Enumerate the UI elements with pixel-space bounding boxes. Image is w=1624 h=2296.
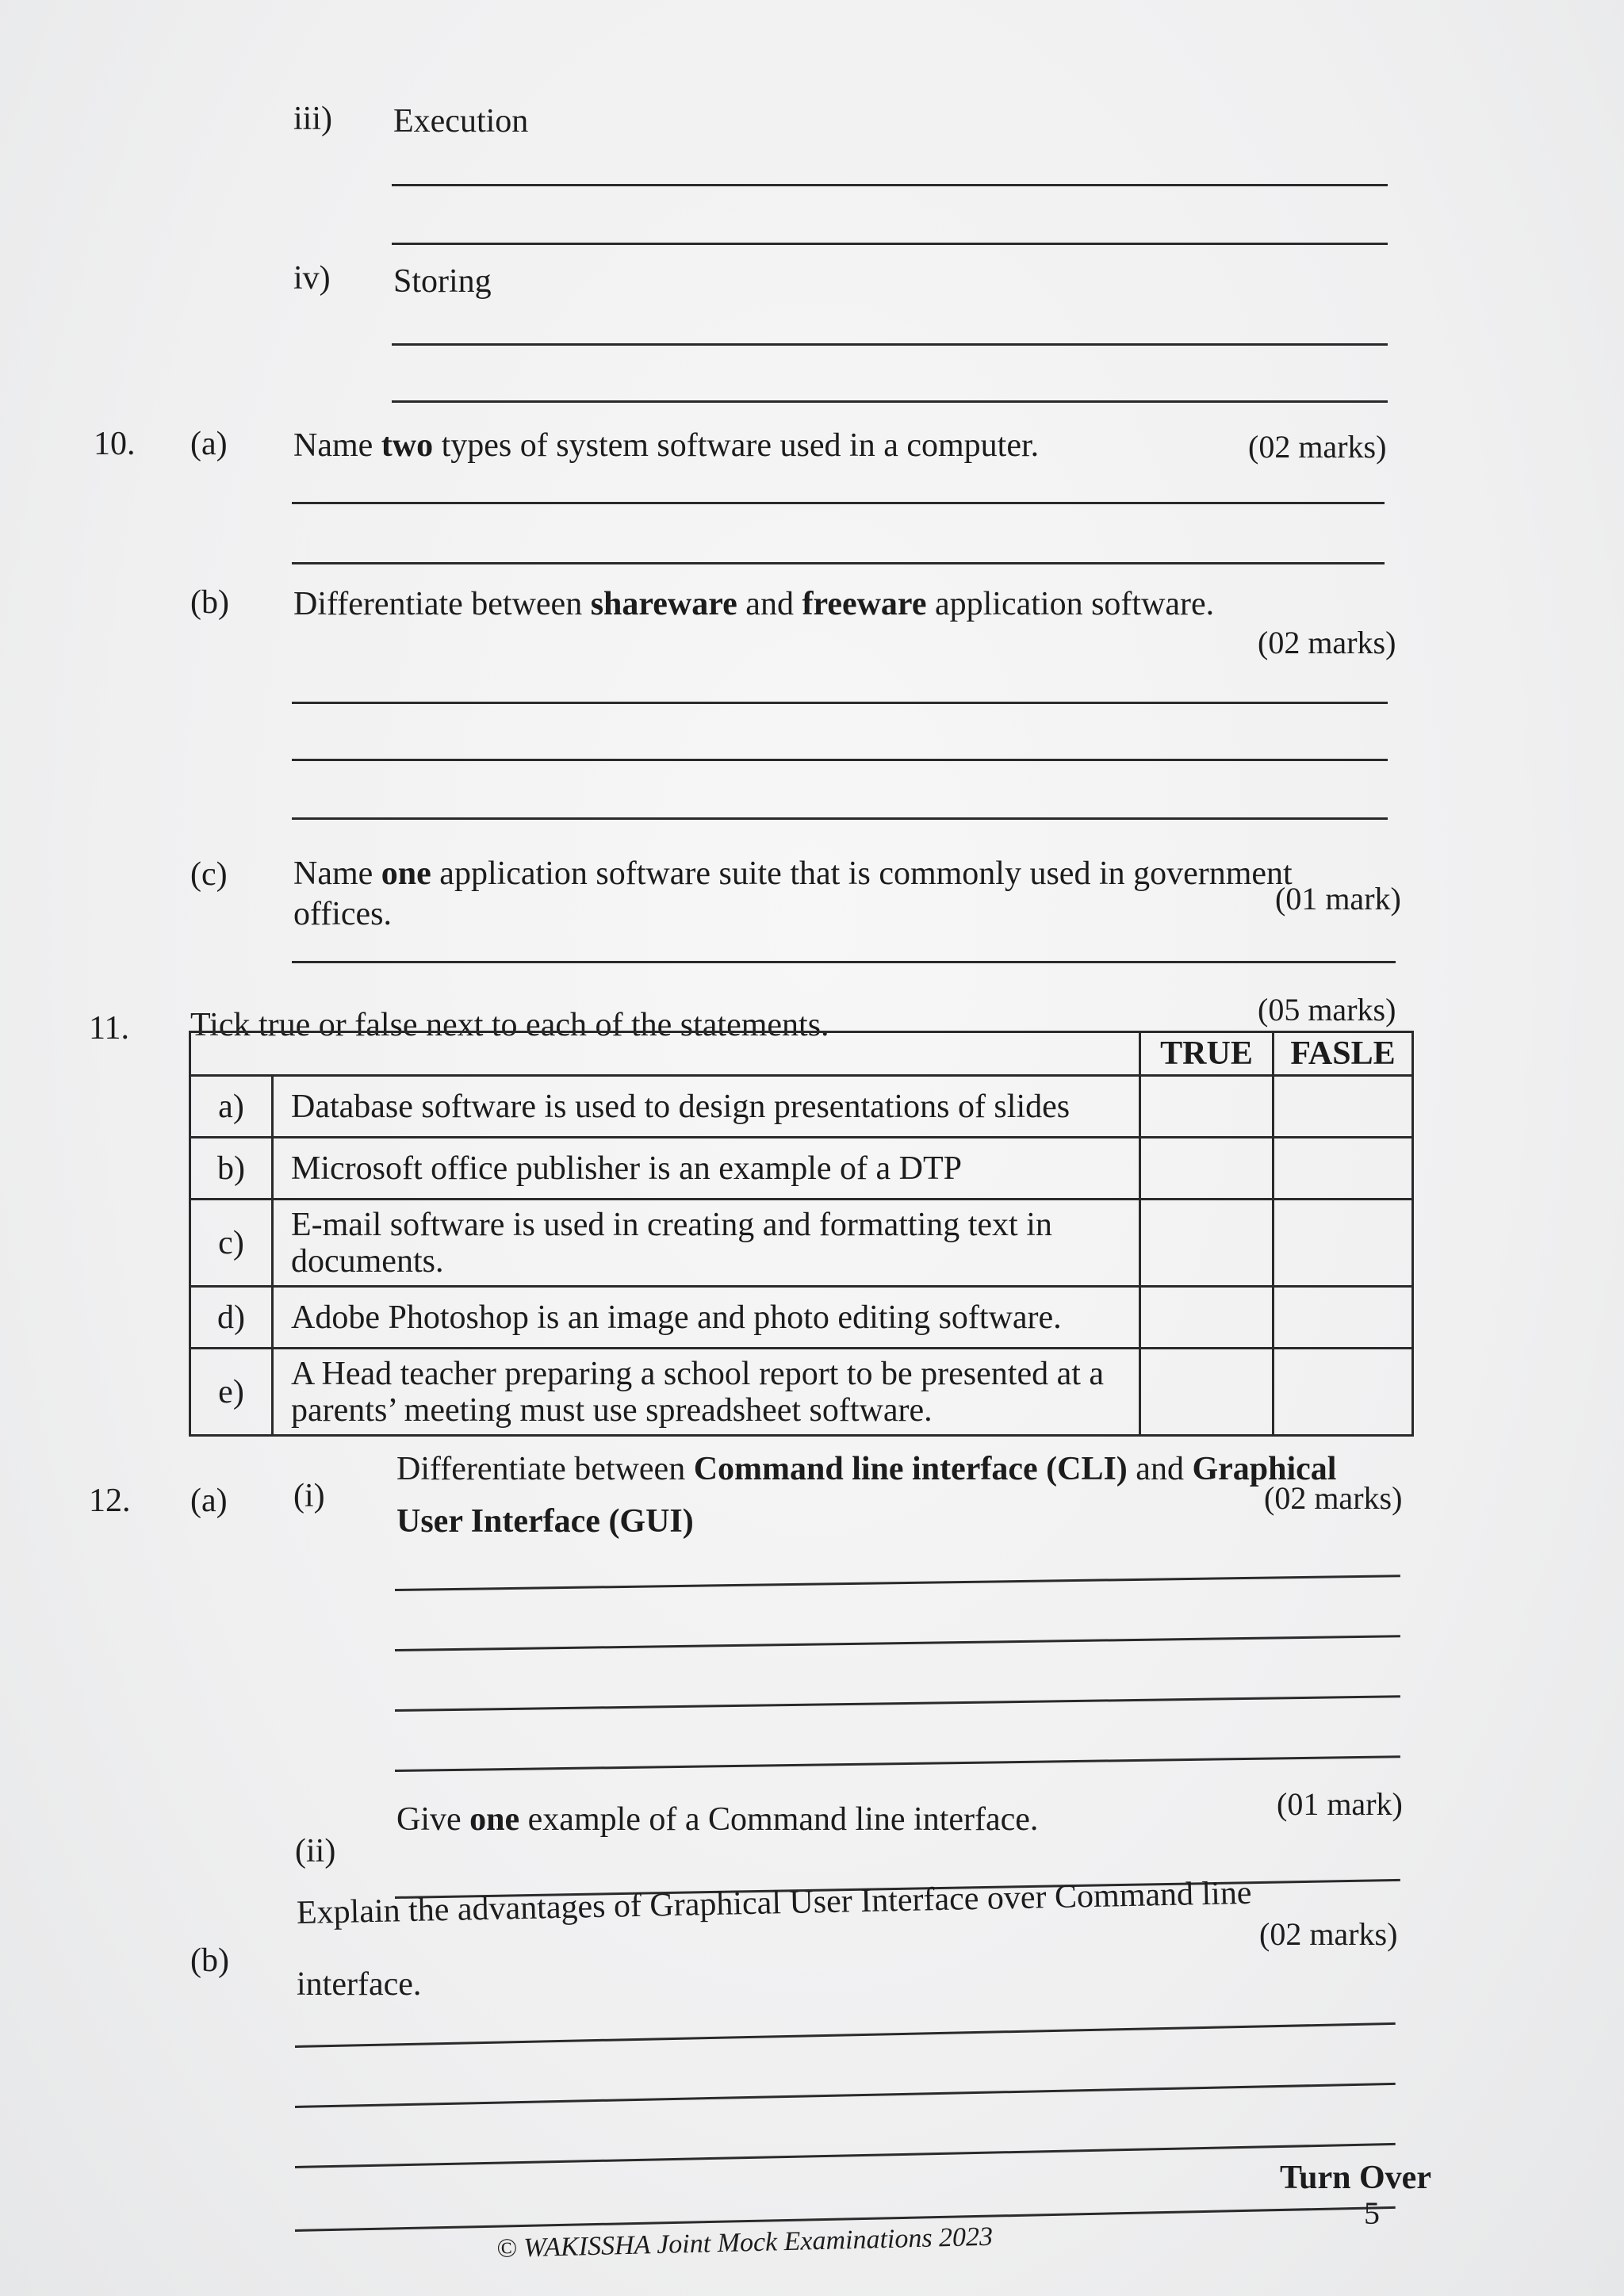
part-letter: (a) [190,1483,228,1519]
question-number: 10. [94,426,136,462]
row-letter: c) [190,1200,273,1287]
true-tick-cell[interactable] [1140,1349,1274,1436]
row-letter: a) [190,1076,273,1138]
row-letter: e) [190,1349,273,1436]
part-number: iv) [293,260,331,297]
false-tick-cell[interactable] [1274,1349,1413,1436]
question-10a-text: Name two types of system software used in a computer. [293,427,1040,464]
question-10c-text-line2: offices. [293,896,393,932]
copyright-notice: © WAKISSHA Joint Mock Examinations 2023 [496,2221,994,2263]
answer-line [295,2022,1396,2048]
question-number: 12. [89,1483,131,1519]
question-12b-text-line2: interface. [297,1966,422,2003]
answer-line [392,243,1388,245]
true-tick-cell[interactable] [1140,1200,1274,1287]
question-12aii-text: Give one example of a Command line interface. [396,1801,1039,1838]
answer-line [395,1695,1400,1712]
false-tick-cell[interactable] [1274,1138,1413,1200]
answer-line [292,817,1388,820]
part-number: (i) [293,1478,325,1514]
marks-label: (01 mark) [1275,881,1401,916]
question-12ai-text-line2: User Interface (GUI) [396,1503,694,1540]
row-letter: b) [190,1138,273,1200]
page-number: 5 [1364,2195,1380,2231]
answer-line [295,2083,1396,2108]
part-label-storing: Storing [393,263,492,300]
marks-label: (02 marks) [1258,625,1396,660]
row-statement: Database software is used to design presentations of slides [273,1076,1140,1138]
row-statement: A Head teacher preparing a school report to be presented at a parents’ meeting must use spreadsheet software. [273,1349,1140,1436]
answer-line [395,1755,1400,1772]
answer-line [395,1635,1400,1651]
table-header-row [190,1032,1413,1076]
table-row [190,1200,1413,1287]
false-tick-cell[interactable] [1274,1076,1413,1138]
answer-line [292,502,1385,504]
table-row [190,1076,1413,1138]
answer-line [292,759,1388,761]
turn-over-label: Turn Over [1280,2160,1431,2196]
true-tick-cell[interactable] [1140,1076,1274,1138]
question-number: 11. [89,1010,129,1047]
part-number: (ii) [295,1833,336,1869]
part-letter: (b) [190,584,229,621]
true-false-table [189,1031,1414,1437]
row-statement: E-mail software is used in creating and formatting text in documents. [273,1200,1140,1287]
question-10b-text: Differentiate between shareware and freeware application software. [293,586,1215,622]
part-number: iii) [293,101,332,137]
header-false: FASLE [1274,1032,1413,1076]
answer-line [392,400,1388,403]
row-statement: Adobe Photoshop is an image and photo editing software. [273,1287,1140,1349]
false-tick-cell[interactable] [1274,1287,1413,1349]
row-statement: Microsoft office publisher is an example of a DTP [273,1138,1140,1200]
marks-label: (01 mark) [1277,1786,1403,1822]
header-blank [190,1032,1140,1076]
true-tick-cell[interactable] [1140,1287,1274,1349]
marks-label: (05 marks) [1258,992,1396,1027]
question-10c-text: Name one application software suite that is commonly used in government [293,855,1293,892]
question-12ai-text: Differentiate between Command line interface (CLI) and Graphical [396,1451,1337,1487]
answer-line [392,184,1388,186]
marks-label: (02 marks) [1248,429,1387,465]
marks-label: (02 marks) [1259,1916,1398,1952]
answer-line [395,1575,1400,1591]
header-true: TRUE [1140,1032,1274,1076]
row-letter: d) [190,1287,273,1349]
false-tick-cell[interactable] [1274,1200,1413,1287]
table-row [190,1138,1413,1200]
answer-line [292,961,1396,963]
true-tick-cell[interactable] [1140,1138,1274,1200]
question-11-prompt: Tick true or false next to each of the statements. [190,1007,829,1043]
part-letter: (a) [190,426,228,462]
answer-line [295,2143,1396,2168]
marks-label: (02 marks) [1264,1480,1403,1516]
part-label-execution: Execution [393,103,529,140]
answer-line [292,562,1385,564]
table-row [190,1349,1413,1436]
table-row [190,1287,1413,1349]
part-letter: (b) [190,1942,229,1979]
question-12b-text: Explain the advantages of Graphical User Interface over Command line [296,1874,1252,1931]
part-letter: (c) [190,856,228,893]
answer-line [292,702,1388,704]
answer-line [392,343,1388,346]
